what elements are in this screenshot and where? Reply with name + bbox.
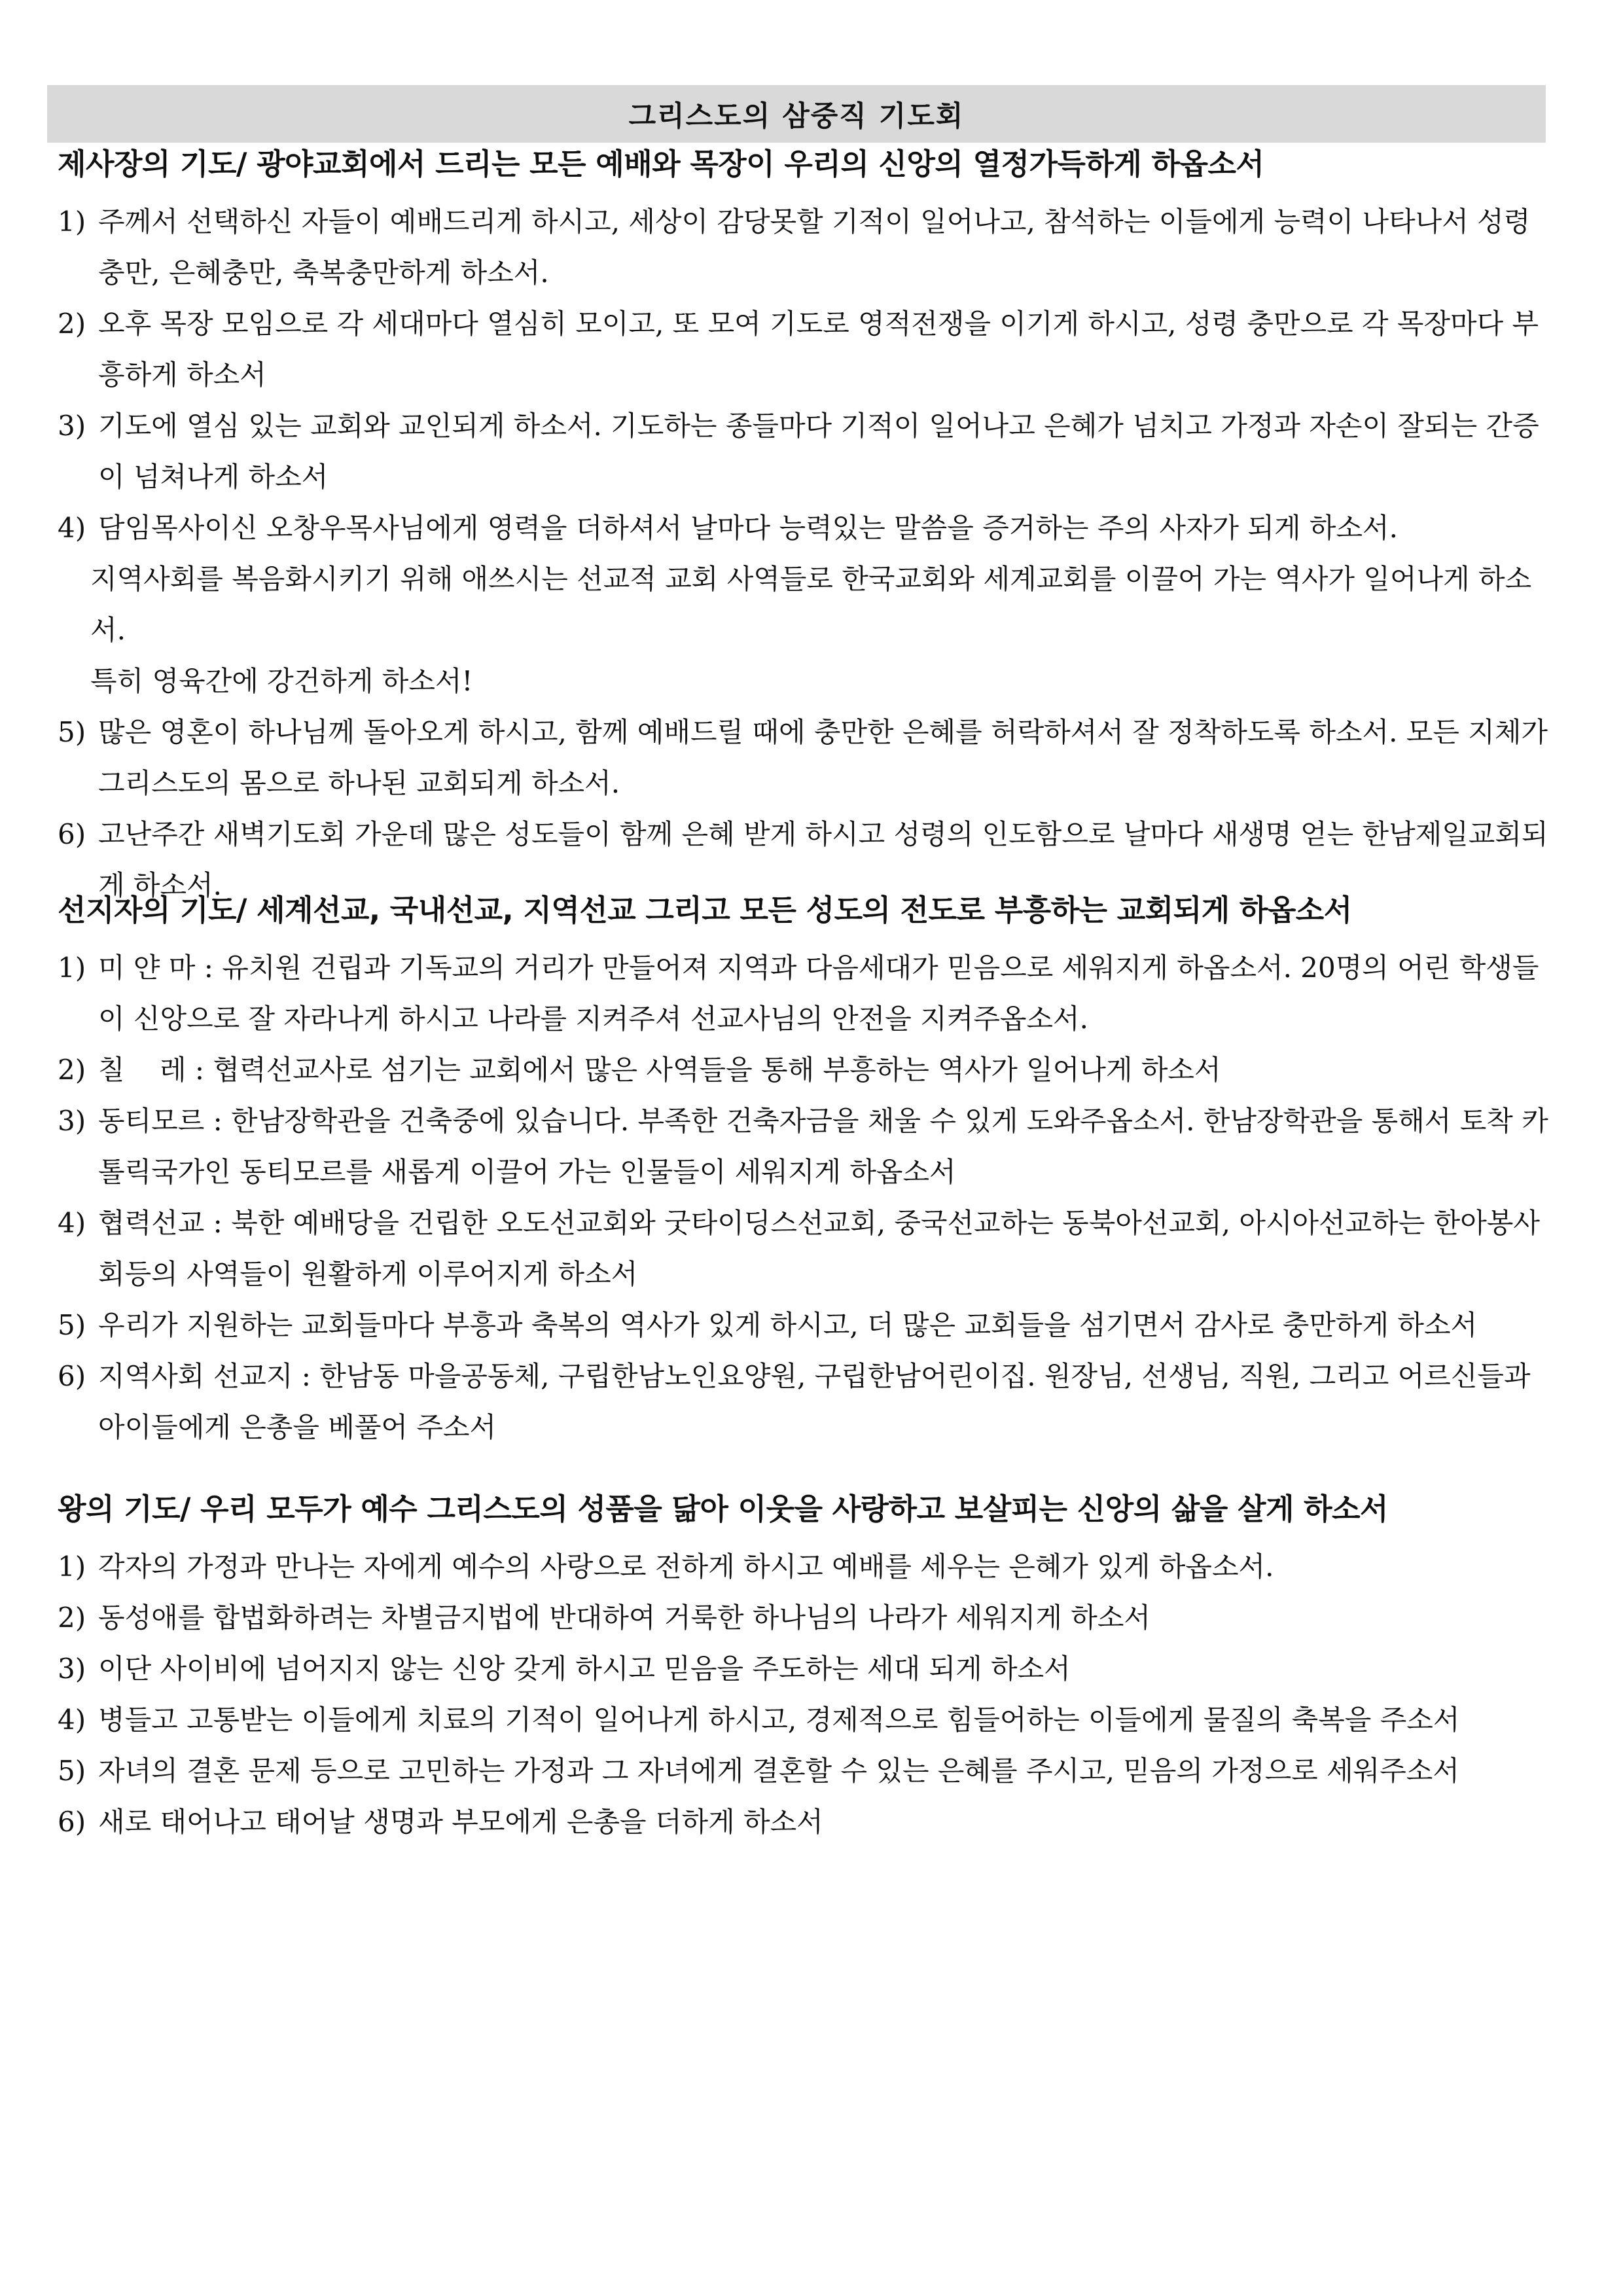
item-number: 3)	[58, 410, 86, 442]
prayer-item	[58, 1643, 1556, 1695]
item-text: 협력선교 : 북한 예배당을 건립한 오도선교회와 굿타이딩스선교회, 중국선교하는 동북아선교회, 아시아선교하는 한아봉사회등의 사역들이 원활하게 이루어지게 하소서	[98, 1207, 1540, 1290]
prayer-item	[58, 1096, 1556, 1198]
item-number: 2)	[58, 308, 86, 340]
section-heading: 선지자의 기도/ 세계선교, 국내선교, 지역선교 그리고 모든 성도의 전도로 부흥하는 교회되게 하옵소서	[58, 893, 1352, 927]
item-number: 2)	[58, 1054, 86, 1086]
prayer-item	[58, 1198, 1556, 1300]
item-continuation-line: 지역사회를 복음화시키기 위해 애쓰시는 선교적 교회 사역들로 한국교회와 세계교회를 이끌어 가는 역사가 일어나게 하소서.	[90, 563, 1532, 646]
item-text: 이단 사이비에 넘어지지 않는 신앙 갖게 하시고 믿음을 주도하는 세대 되게 하소서	[98, 1653, 1071, 1685]
section-priest-prayer	[58, 144, 1556, 911]
item-text: 지역사회 선교지 : 한남동 마을공동체, 구립한남노인요양원, 구립한남어린이집. 원장님, 선생님, 직원, 그리고 어르신들과 아이들에게 은총을 베풀어 주소서	[98, 1360, 1531, 1443]
item-text: 담임목사이신 오창우목사님에게 영력을 더하셔서 날마다 능력있는 말씀을 증거하는 주의 사자가 되게 하소서.	[98, 512, 1398, 544]
prayer-list	[58, 196, 1556, 554]
prayer-list	[58, 707, 1556, 911]
item-continuation-line: 특히 영육간에 강건하게 하소서!	[90, 665, 473, 697]
prayer-list	[58, 942, 1556, 1453]
prayer-item	[58, 298, 1556, 401]
item-number: 3)	[58, 1653, 86, 1685]
section-prophet-prayer	[58, 890, 1556, 1453]
item-number: 1)	[58, 1551, 86, 1583]
prayer-item	[58, 1695, 1556, 1746]
item-text: 자녀의 결혼 문제 등으로 고민하는 가정과 그 자녀에게 결혼할 수 있는 은혜를 주시고, 믿음의 가정으로 세워주소서	[98, 1755, 1459, 1787]
item-number: 4)	[58, 512, 86, 544]
prayer-list	[58, 1541, 1556, 1848]
item-number: 5)	[58, 716, 86, 748]
item-text: 새로 태어나고 태어날 생명과 부모에게 은총을 더하게 하소서	[98, 1806, 823, 1838]
item-number: 4)	[58, 1704, 86, 1736]
section-heading: 왕의 기도/ 우리 모두가 예수 그리스도의 성품을 닮아 이웃을 사랑하고 보살피는 신앙의 삶을 살게 하소서	[58, 1492, 1389, 1526]
item-text: 병들고 고통받는 이들에게 치료의 기적이 일어나게 하시고, 경제적으로 힘들어하는 이들에게 물질의 축복을 주소서	[98, 1704, 1460, 1736]
item-text: 오후 목장 모임으로 각 세대마다 열심히 모이고, 또 모여 기도로 영적전쟁을 이기게 하시고, 성령 충만으로 각 목장마다 부흥하게 하소서	[98, 308, 1539, 391]
prayer-item	[58, 707, 1556, 809]
item-text: 칠 레 : 협력선교사로 섬기는 교회에서 많은 사역들을 통해 부흥하는 역사가 일어나게 하소서	[98, 1054, 1221, 1086]
item-text: 주께서 선택하신 자들이 예배드리게 하시고, 세상이 감당못할 기적이 일어나고, 참석하는 이들에게 능력이 나타나서 성령충만, 은혜충만, 축복충만하게 하소서.	[98, 206, 1531, 289]
prayer-item	[58, 1797, 1556, 1848]
item-number: 1)	[58, 952, 86, 984]
item-text: 미 얀 마 : 유치원 건립과 기독교의 거리가 만들어져 지역과 다음세대가 믿음으로 세워지게 하옵소서. 20명의 어린 학생들이 신앙으로 잘 자라나게 하시고 나라를 지켜주셔 선교사님의 안전을 지켜주옵소서.	[98, 952, 1539, 1035]
prayer-item	[58, 401, 1556, 503]
prayer-item	[58, 1045, 1556, 1096]
item-text: 각자의 가정과 만나는 자에게 예수의 사랑으로 전하게 하시고 예배를 세우는 은혜가 있게 하옵소서.	[98, 1551, 1274, 1583]
item-number: 3)	[58, 1105, 86, 1137]
item-text: 동성애를 합법화하려는 차별금지법에 반대하여 거룩한 하나님의 나라가 세워지게 하소서	[98, 1602, 1150, 1634]
document-title: 그리스도의 삼중직 기도회	[47, 85, 1546, 143]
item-number: 6)	[58, 1360, 86, 1392]
item-number: 1)	[58, 206, 86, 238]
item-number: 6)	[58, 818, 86, 850]
item-number: 5)	[58, 1755, 86, 1787]
prayer-item	[58, 1351, 1556, 1453]
item-number: 5)	[58, 1309, 86, 1341]
prayer-item	[58, 942, 1556, 1045]
item-text: 우리가 지원하는 교회들마다 부흥과 축복의 역사가 있게 하시고, 더 많은 교회들을 섬기면서 감사로 충만하게 하소서	[98, 1309, 1478, 1341]
prayer-item	[58, 1300, 1556, 1351]
prayer-item	[58, 503, 1556, 554]
item-number: 6)	[58, 1806, 86, 1838]
prayer-item	[58, 1592, 1556, 1643]
item-number: 4)	[58, 1207, 86, 1239]
item-number: 2)	[58, 1602, 86, 1634]
item-text: 동티모르 : 한남장학관을 건축중에 있습니다. 부족한 건축자금을 채울 수 있게 도와주옵소서. 한남장학관을 통해서 토착 카톨릭국가인 동티모르를 새롭게 이끌어 가는 인물들이 세워지게 하옵소서	[98, 1105, 1548, 1188]
prayer-item	[58, 1746, 1556, 1797]
prayer-item	[58, 196, 1556, 298]
prayer-item	[58, 1541, 1556, 1592]
item-text: 기도에 열심 있는 교회와 교인되게 하소서. 기도하는 종들마다 기적이 일어나고 은혜가 넘치고 가정과 자손이 잘되는 간증이 넘쳐나게 하소서	[98, 410, 1539, 493]
section-heading: 제사장의 기도/ 광야교회에서 드리는 모든 예배와 목장이 우리의 신앙의 열정가득하게 하옵소서	[58, 147, 1264, 181]
section-king-prayer	[58, 1489, 1556, 1848]
item-text: 고난주간 새벽기도회 가운데 많은 성도들이 함께 은혜 받게 하시고 성령의 인도함으로 날마다 새생명 얻는 한남제일교회되게 하소서.	[98, 818, 1548, 901]
item-text: 많은 영혼이 하나님께 돌아오게 하시고, 함께 예배드릴 때에 충만한 은혜를 허락하셔서 잘 정착하도록 하소서. 모든 지체가 그리스도의 몸으로 하나된 교회되게 하소서.	[98, 716, 1548, 799]
